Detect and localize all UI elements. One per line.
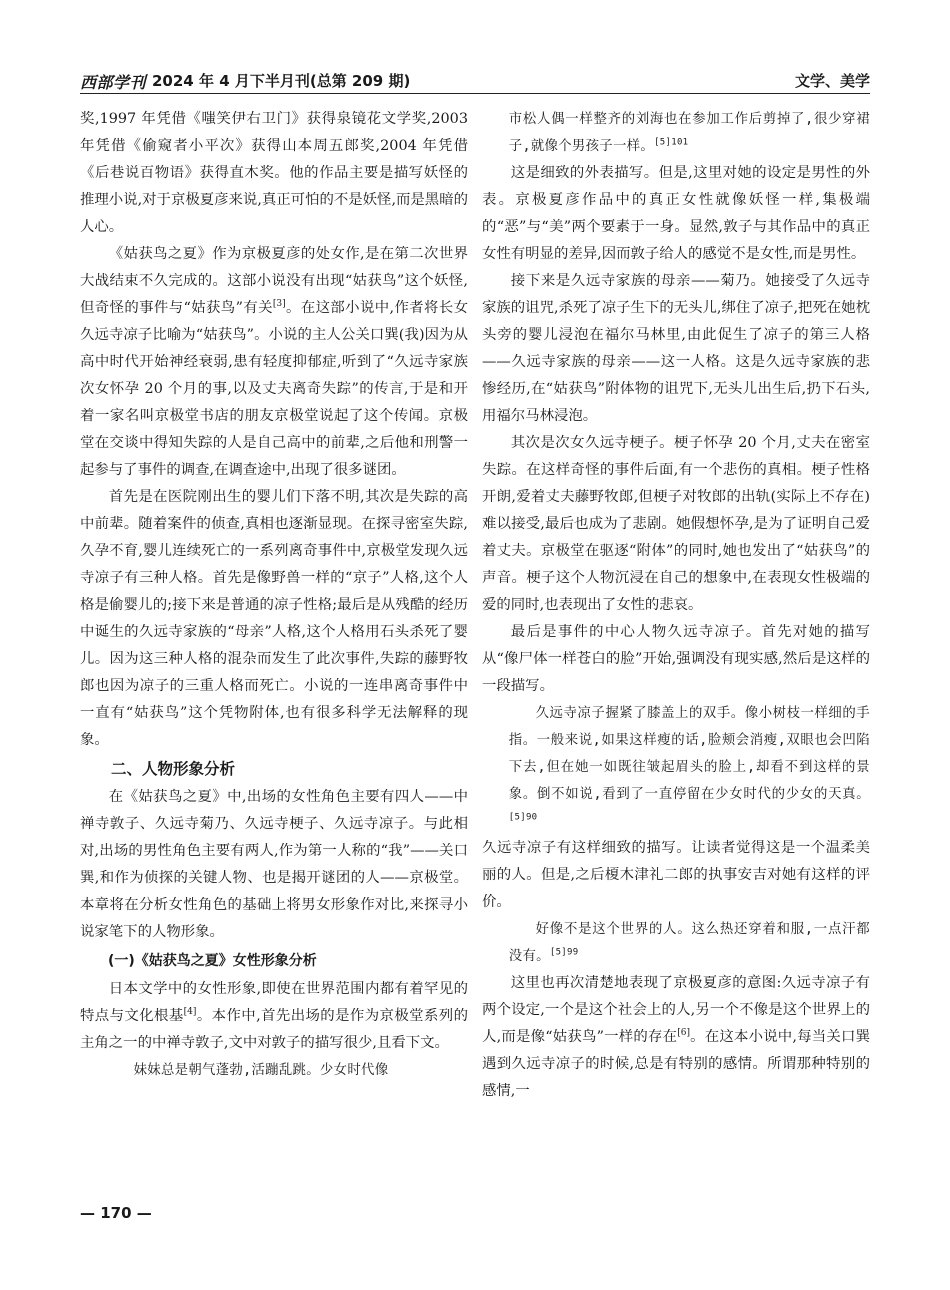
- quote-text: 好像不是这个世界的人。这么热还穿着和服,一点汗都没有。: [508, 922, 870, 964]
- section-label: 文学、美学: [794, 72, 870, 90]
- left-column: [80, 106, 468, 1084]
- paragraph: 奖,1997 年凭借《嗤笑伊右卫门》获得泉镜花文学奖,2003 年凭借《偷窥者小平次》获得山本周五郎奖,2004 年凭借《后巷说百物语》获得直木奖。他的作品主要是描写妖怪的推理小说,对于京极夏彦来说,真正可怕的不是妖怪,而是黑暗的人心。: [80, 111, 468, 235]
- citation: [6]: [677, 1028, 690, 1039]
- paragraph: 最后是事件的中心人物久远寺凉子。首先对她的描写从“像尸体一样苍白的脸”开始,强调没有现实感,然后是这样的一段描写。: [482, 624, 870, 694]
- paragraph-text: 。本作中,首先出场的是作为京极堂系列的主角之一的中禅寺敦子,文中对敦子的描写很少,且看下文。: [80, 1008, 468, 1051]
- block-quote: [482, 106, 870, 160]
- paragraph: [80, 976, 468, 1057]
- page-number: — 170 —: [80, 1204, 152, 1222]
- citation: [5]90: [508, 812, 538, 823]
- citation: [5]99: [549, 947, 579, 958]
- paragraph: 久远寺凉子有这样细致的描写。让读者觉得这是一个温柔美丽的人。但是,之后榎木津礼二郎的执事安吉对她有这样的评价。: [482, 840, 870, 910]
- citation: [3]: [272, 299, 286, 310]
- journal-logo: 西部学刊: [80, 73, 147, 92]
- paragraph: [80, 241, 468, 484]
- paragraph-text: 这里也再次清楚地表现了京极夏彦的意图:久远寺凉子有两个设定,一个是这个社会上的人,另一个不像是这个世界上的人,而是像“姑获鸟”一样的存在: [482, 975, 870, 1045]
- paragraph: 这是细致的外表描写。但是,这里对她的设定是男性的外表。京极夏彦作品中的真正女性就像妖怪一样,集极端的“恶”与“美”两个要素于一身。显然,敦子与其作品中的真正女性有明显的差异,因而敦子给人的感觉不是女性,而是男性。: [482, 165, 870, 262]
- paragraph-text: 《姑获鸟之夏》作为京极夏彦的处女作,是在第二次世界大战结束不久完成的。这部小说没有出现“姑获鸟”这个妖怪,但奇怪的事件与“姑获鸟”有关: [80, 246, 468, 316]
- block-quote: 妹妹总是朝气蓬勃,活蹦乱跳。少女时代像: [133, 1063, 389, 1078]
- citation: [4]: [183, 1007, 197, 1018]
- block-quote: [482, 700, 870, 835]
- right-column: [482, 106, 870, 1105]
- paragraph: 接下来是久远寺家族的母亲——菊乃。她接受了久远寺家族的诅咒,杀死了凉子生下的无头儿,绑住了凉子,把死在她枕头旁的婴儿浸泡在福尔马林里,由此促生了凉子的第三人格——久远寺家族的母亲——这一人格。这是久远寺家族的悲惨经历,在“姑获鸟”附体物的诅咒下,无头儿出生后,扔下石头,用福尔马林浸泡。: [482, 273, 870, 424]
- citation: [5]101: [654, 137, 689, 148]
- block-quote: [482, 916, 870, 970]
- paragraph-text: 。在这本小说中,每当关口巽遇到久远寺凉子的时候,总是有特别的感情。所谓那种特别的感情,一: [482, 1029, 871, 1099]
- section-heading: 二、人物形象分析: [111, 760, 236, 778]
- paragraph-text: 日本文学中的女性形象,即使在世界范围内都有着罕见的特点与文化根基: [80, 981, 468, 1024]
- paragraph: 在《姑获鸟之夏》中,出场的女性角色主要有四人——中禅寺敦子、久远寺菊乃、久远寺梗子、久远寺凉子。与此相对,出场的男性角色主要有两人,作为第一人称的“我”——关口巽,和作为侦探的关键人物、也是揭开谜团的人——京极堂。本章将在分析女性角色的基础上将男女形象作对比,来探寻小说家笔下的人物形象。: [80, 789, 468, 940]
- subsection-heading: (一)《姑获鸟之夏》女性形象分析: [108, 953, 317, 969]
- quote-text: 市松人偶一样整齐的刘海也在参加工作后剪掉了,很少穿裙子,就像个男孩子一样。: [508, 112, 870, 154]
- issue-info: 2024 年 4 月下半月刊(总第 209 期): [152, 72, 411, 90]
- paragraph: 其次是次女久远寺梗子。梗子怀孕 20 个月,丈夫在密室失踪。在这样奇怪的事件后面,有一个悲伤的真相。梗子性格开朗,爱着丈夫藤野牧郎,但梗子对牧郎的出轨(实际上不存在)难以接受,最后也成为了悲剧。她假想怀孕,是为了证明自己爱着丈夫。京极堂在驱逐“附体”的同时,她也发出了“姑获鸟”的声音。梗子这个人物沉浸在自己的想象中,在表现女性极端的爱的同时,也表现出了女性的悲哀。: [482, 435, 870, 613]
- paragraph-text: 。在这部小说中,作者将长女久远寺凉子比喻为“姑获鸟”。小说的主人公关口巽(我)因为从高中时代开始神经衰弱,患有轻度抑郁症,听到了“久远寺家族次女怀孕 20 个月的事,以及丈夫离奇失踪”的传言,于是和开着一家名叫京极堂书店的朋友京极堂说起了这个传闻。京极堂在交谈中得知失踪的人是自己高中的前辈,之后他和刑警一起参与了事件的调查,在调查途中,出现了很多谜团。: [80, 300, 468, 478]
- quote-text: 久远寺凉子握紧了膝盖上的双手。像小树枝一样细的手指。一般来说,如果这样瘦的话,脸颊会消瘦,双眼也会凹陷下去,但在她一如既往皱起眉头的脸上,却看不到这样的景象。倒不如说,看到了一直停留在少女时代的少女的天真。: [508, 706, 870, 802]
- paragraph: 首先是在医院刚出生的婴儿们下落不明,其次是失踪的高中前辈。随着案件的侦查,真相也逐渐显现。在探寻密室失踪,久孕不育,婴儿连续死亡的一系列离奇事件中,京极堂发现久远寺凉子有三种人格。首先是像野兽一样的“京子”人格,这个人格是偷婴儿的;接下来是普通的凉子性格;最后是从残酷的经历中诞生的久远寺家族的“母亲”人格,这个人格用石头杀死了婴儿。因为这三种人格的混杂而发生了此次事件,失踪的藤野牧郎也因为凉子的三重人格而死亡。小说的一连串离奇事件中一直有“姑获鸟”这个凭物附体,也有很多科学无法解释的现象。: [80, 489, 468, 748]
- page-header: [80, 64, 870, 94]
- header-rule: [80, 93, 870, 94]
- paragraph: [482, 970, 870, 1105]
